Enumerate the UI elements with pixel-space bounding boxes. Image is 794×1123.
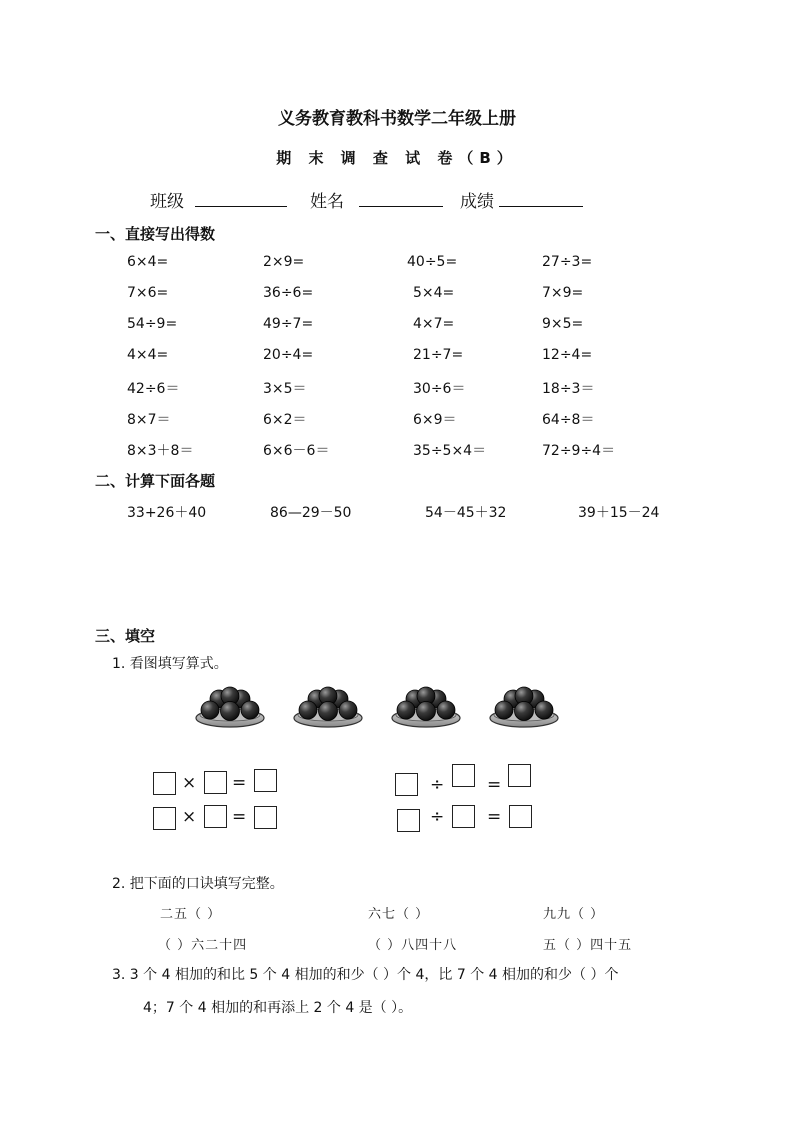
rhyme-item: 九九（ ）	[543, 907, 605, 922]
class-blank[interactable]	[195, 190, 287, 207]
question-3-line1: 3. 3 个 4 相加的和比 5 个 4 相加的和少（ ）个 4，比 7 个 4 相加的和少（ ）个	[112, 967, 619, 983]
problem: 6×4=	[127, 254, 169, 270]
name-field	[310, 187, 443, 212]
equals-sign: =	[487, 807, 502, 827]
equals-sign: =	[487, 775, 502, 795]
answer-box[interactable]	[508, 764, 531, 787]
problem: 30÷6＝	[413, 381, 466, 397]
rhyme-item: （ ）六二十四	[158, 938, 248, 953]
times-sign: ×	[182, 807, 197, 827]
problem: 8×7＝	[127, 412, 171, 428]
problem: 40÷5=	[407, 254, 458, 270]
answer-box[interactable]	[509, 805, 532, 828]
problem: 8×3＋8＝	[127, 443, 194, 459]
problem: 54－45＋32	[425, 505, 507, 521]
plates-illustration	[190, 684, 570, 732]
problem: 72÷9÷4＝	[542, 443, 616, 459]
score-blank[interactable]	[499, 190, 583, 207]
problem: 7×9=	[542, 285, 584, 301]
answer-box[interactable]	[153, 807, 176, 830]
question-3-line2: 4；7 个 4 相加的和再添上 2 个 4 是（ ）。	[143, 1000, 413, 1016]
class-field	[150, 187, 287, 212]
question-2: 2. 把下面的口诀填写完整。	[112, 876, 284, 892]
divide-sign: ÷	[430, 807, 445, 827]
problem: 49÷7=	[263, 316, 314, 332]
problem: 21÷7=	[413, 347, 464, 363]
problem: 86—29－50	[270, 505, 352, 521]
problem: 12÷4=	[542, 347, 593, 363]
answer-box[interactable]	[254, 806, 277, 829]
rhyme-item: 六七（ ）	[368, 907, 430, 922]
problem: 54÷9=	[127, 316, 178, 332]
answer-box[interactable]	[452, 764, 475, 787]
class-label: 班级	[150, 192, 184, 212]
problem: 6×6－6＝	[263, 443, 330, 459]
divide-sign: ÷	[430, 775, 445, 795]
page-title: 义务教育教科书数学二年级上册	[278, 109, 516, 129]
problem: 39＋15－24	[578, 505, 660, 521]
problem: 36÷6=	[263, 285, 314, 301]
answer-box[interactable]	[153, 772, 176, 795]
equals-sign: =	[232, 773, 247, 793]
problem: 9×5=	[542, 316, 584, 332]
question-1: 1. 看图填写算式。	[112, 656, 228, 672]
answer-box[interactable]	[452, 805, 475, 828]
rhyme-item: 二五（ ）	[160, 907, 222, 922]
score-field	[460, 187, 583, 212]
equals-sign: =	[232, 807, 247, 827]
problem: 4×4=	[127, 347, 169, 363]
problem: 35÷5×4＝	[413, 443, 487, 459]
plate-icon	[490, 687, 558, 727]
plate-icon	[392, 687, 460, 727]
score-label: 成绩	[460, 192, 494, 212]
plate-icon	[294, 687, 362, 727]
problem: 42÷6＝	[127, 381, 180, 397]
problem: 6×9＝	[413, 412, 457, 428]
answer-box[interactable]	[254, 769, 277, 792]
name-label: 姓名	[310, 192, 344, 212]
section3-title: 三、填空	[95, 627, 156, 645]
answer-box[interactable]	[397, 809, 420, 832]
problem: 20÷4=	[263, 347, 314, 363]
problem: 2×9=	[263, 254, 305, 270]
times-sign: ×	[182, 773, 197, 793]
answer-box[interactable]	[204, 805, 227, 828]
problem: 33+26＋40	[127, 505, 207, 521]
plate-icon	[196, 687, 264, 727]
rhyme-item: 五（ ）四十五	[543, 938, 633, 953]
problem: 27÷3=	[542, 254, 593, 270]
problem: 6×2＝	[263, 412, 307, 428]
name-blank[interactable]	[359, 190, 443, 207]
problem: 18÷3＝	[542, 381, 595, 397]
page-subtitle: 期 末 调 查 试 卷（B）	[276, 149, 518, 167]
section1-title: 一、直接写出得数	[95, 225, 216, 243]
problem: 64÷8＝	[542, 412, 595, 428]
problem: 4×7=	[413, 316, 455, 332]
problem: 7×6=	[127, 285, 169, 301]
answer-box[interactable]	[204, 771, 227, 794]
section2-title: 二、计算下面各题	[95, 472, 216, 490]
problem: 5×4=	[413, 285, 455, 301]
rhyme-item: （ ）八四十八	[368, 938, 458, 953]
problem: 3×5＝	[263, 381, 307, 397]
answer-box[interactable]	[395, 773, 418, 796]
